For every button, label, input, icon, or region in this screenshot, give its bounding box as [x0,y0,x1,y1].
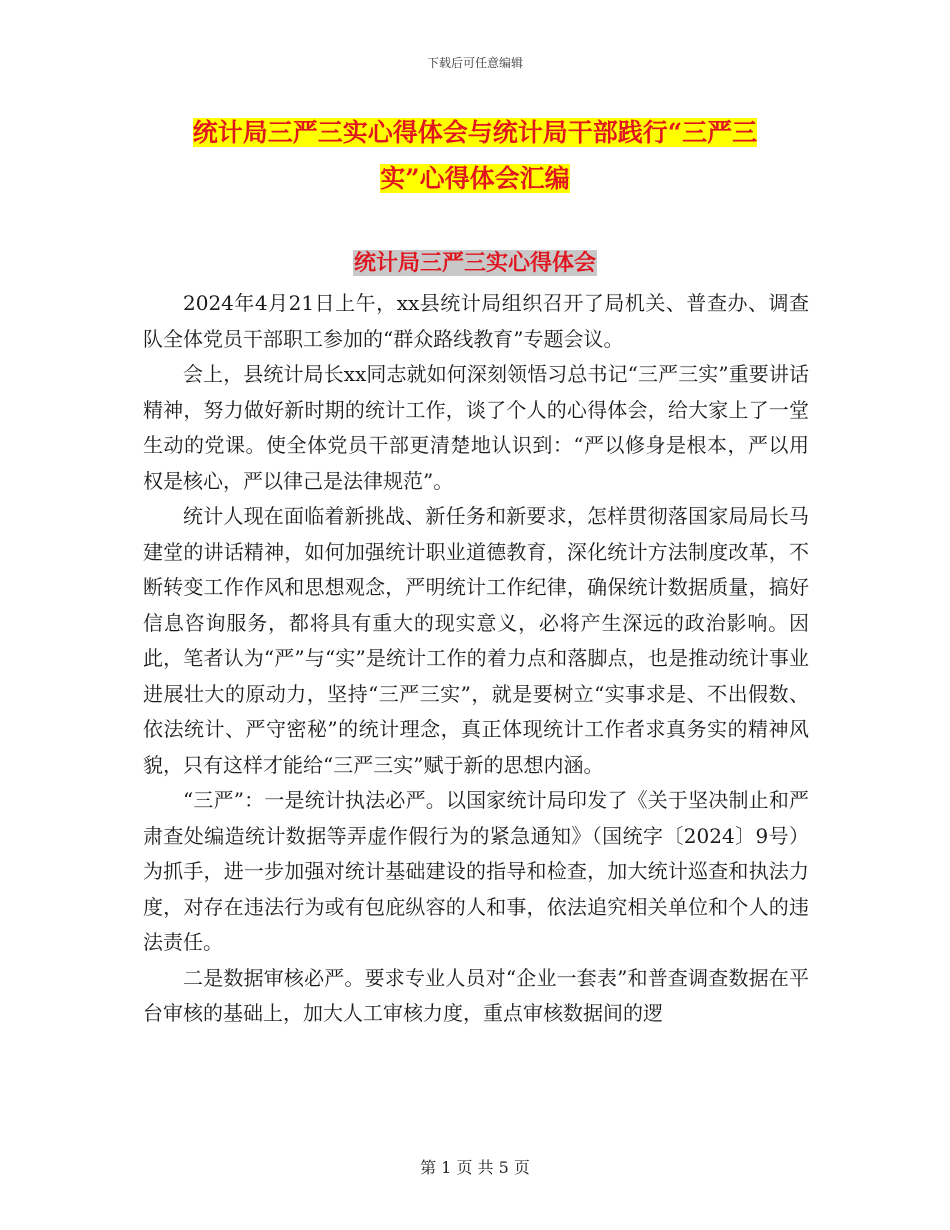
footer-prefix: 第 [420,1158,437,1177]
paragraph: 2024年4月21日上午，xx县统计局组织召开了局机关、普查办、调查队全体党员干部职工参加的“群众路线教育”专题会议。 [143,291,809,351]
section-title-text: 统计局三严三实心得体会 [353,250,596,276]
footer-middle: 页 共 [456,1158,494,1177]
paragraph: “三严”：一是统计执法必严。以国家统计局印发了《关于坚决制止和严肃查处编造统计数据等弄虚作假行为的紧急通知》（国统字〔2024〕9号）为抓手，进一步加强对统计基础建设的指导和检查，加大统计巡查和执法力度，对存在违法行为或有包庇纵容的人和事，依法追究相关单位和个人的违法责任。 [143,788,809,954]
paragraph: 统计人现在面临着新挑战、新任务和新要求，怎样贯彻落国家局局长马建堂的讲话精神，如何加强统计职业道德教育，深化统计方法制度改革，不断转变工作作风和思想观念，严明统计工作纪律，确保统计数据质量，搞好信息咨询服务，都将具有重大的现实意义，必将产生深远的政治影响。因此，笔者认为“严”与“实”是统计工作的着力点和落脚点，也是推动统计事业进展壮大的原动力，坚持“三严三实”，就是要树立“实事求是、不出假数、依法统计、严守密秘”的统计理念，真正体现统计工作者求真务实的精神风貌，只有这样才能给“三严三实”赋于新的思想内涵。 [143,504,809,777]
page-total: 5 [498,1158,509,1177]
document-body [143,286,809,1032]
header-note: 下载后可任意编辑 [426,56,523,70]
paragraph: 会上，县统计局长xx同志就如何深刻领悟习总书记“三严三实”重要讲话精神，努力做好新时期的统计工作，谈了个人的心得体会，给大家上了一堂生动的党课。使全体党员干部更清楚地认识到：“严以修身是根本，严以用权是核心，严以律己是法律规范”。 [143,362,809,493]
footer-suffix: 页 [513,1158,530,1177]
document-title-line-1: 统计局三严三实心得体会与统计局干部践行“三严三 [192,118,758,147]
document-title [140,110,810,202]
page-footer [0,1155,950,1178]
section-title [0,246,950,277]
page-number: 1 [441,1158,452,1177]
document-title-line-2: 实”心得体会汇编 [380,164,570,193]
paragraph: 二是数据审核必严。要求专业人员对“企业一套表”和普查调查数据在平台审核的基础上，加大人工审核力度，重点审核数据间的逻 [143,965,809,1025]
